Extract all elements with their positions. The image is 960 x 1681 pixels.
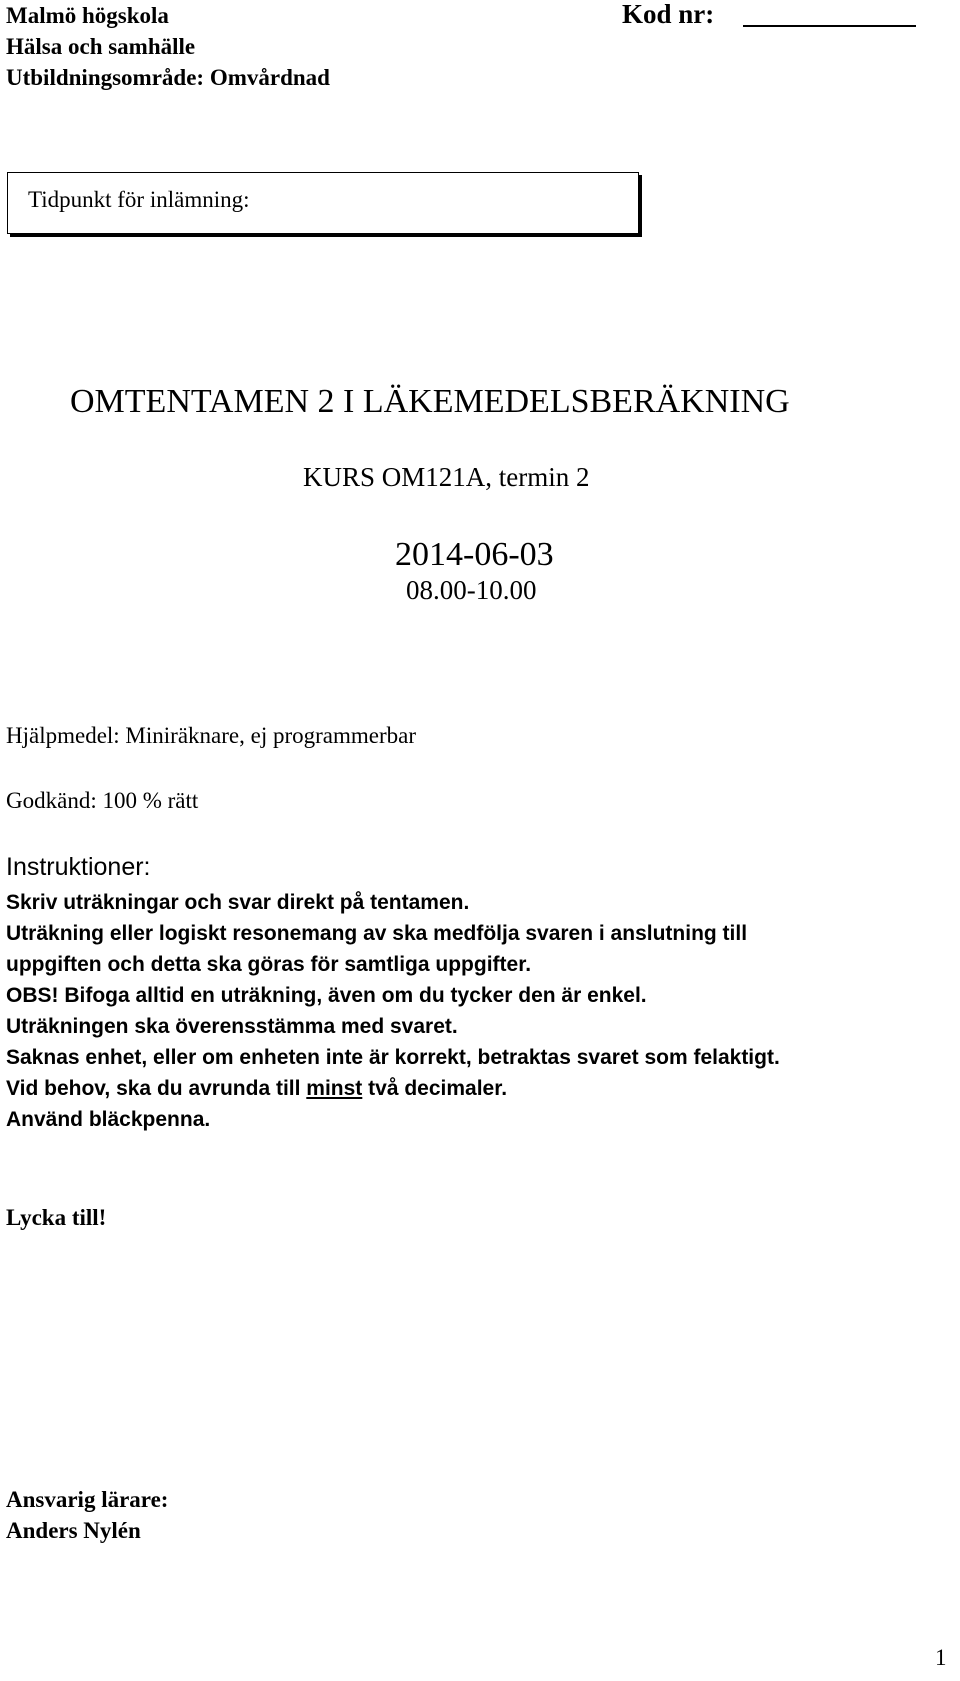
exam-time: 08.00-10.00 bbox=[406, 575, 537, 605]
responsible-teacher-name: Anders Nylén bbox=[6, 1518, 141, 1543]
page-number: 1 bbox=[935, 1645, 947, 1670]
rounding-text-start: Vid behov, ska du avrunda till bbox=[6, 1077, 307, 1100]
instruction-line: Saknas enhet, eller om enheten inte är korrekt, betraktas svaret som felaktigt. bbox=[6, 1046, 780, 1069]
submission-time-label: Tidpunkt för inlämning: bbox=[28, 187, 250, 212]
instructions-list bbox=[6, 887, 780, 1135]
rounding-emphasis: minst bbox=[306, 1077, 363, 1100]
education-area: Utbildningsområde: Omvårdnad bbox=[6, 65, 330, 90]
course-info: KURS OM121A, termin 2 bbox=[303, 462, 590, 492]
instructions-heading: Instruktioner: bbox=[6, 853, 151, 881]
closing-greeting: Lycka till! bbox=[6, 1205, 107, 1230]
exam-date: 2014-06-03 bbox=[395, 536, 554, 573]
responsible-teacher-label: Ansvarig lärare: bbox=[6, 1487, 169, 1512]
rounding-text-end: två decimaler. bbox=[362, 1077, 508, 1100]
instruction-line: OBS! Bifoga alltid en uträkning, även om du tycker den är enkel. bbox=[6, 984, 647, 1007]
code-number-blank[interactable] bbox=[743, 25, 916, 27]
instruction-line: Använd bläckpenna. bbox=[6, 1108, 211, 1131]
submission-time-box[interactable] bbox=[7, 172, 639, 234]
allowed-aids: Hjälpmedel: Miniräknare, ej programmerbar bbox=[6, 723, 417, 748]
faculty-name: Hälsa och samhälle bbox=[6, 34, 196, 59]
code-number-label: Kod nr: bbox=[622, 0, 715, 29]
instruction-line: Skriv uträkningar och svar direkt på tentamen. bbox=[6, 891, 470, 914]
pass-requirement: Godkänd: 100 % rätt bbox=[6, 788, 199, 813]
instruction-line: Uträkning eller logiskt resonemang av ska medfölja svaren i anslutning till bbox=[6, 922, 748, 945]
instruction-line-rounding bbox=[6, 1073, 780, 1104]
instruction-line: uppgiften och detta ska göras för samtliga uppgifter. bbox=[6, 953, 532, 976]
school-name: Malmö högskola bbox=[6, 3, 169, 28]
instruction-line: Uträkningen ska överensstämma med svaret. bbox=[6, 1015, 458, 1038]
exam-title: OMTENTAMEN 2 I LÄKEMEDELSBERÄKNING bbox=[70, 383, 790, 420]
